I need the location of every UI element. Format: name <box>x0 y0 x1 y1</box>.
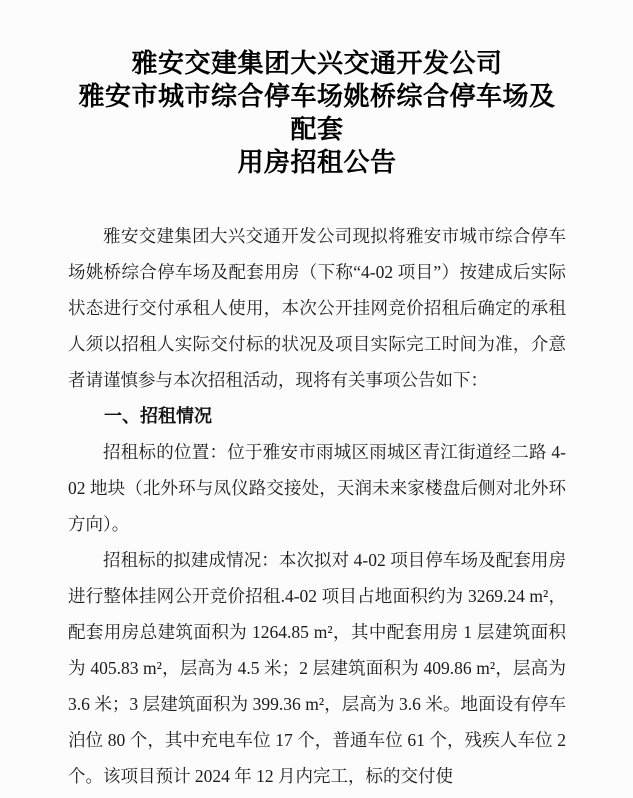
paragraph-intro: 雅安交建集团大兴交通开发公司现拟将雅安市城市综合停车场姚桥综合停车场及配套用房（下称“4-02 项目”）按建成后实际状态进行交付承租人使用，本次公开挂网竞价招租后确定的承租人须以招租人实际交付标的状况及项目实际完工时间为准，介意者请谨慎参与本次招租活动，现将有关事项公告如下： <box>68 226 566 390</box>
paragraph-location: 招租标的位置：位于雅安市雨城区雨城区青江街道经二路 4-02 地块（北外环与凤仪路交接处，天润未来家楼盘后侧对北外环方向）。 <box>68 442 566 534</box>
document-title <box>68 47 566 179</box>
document-body <box>68 218 566 794</box>
paragraph-construction-details: 招租标的拟建成情况：本次拟对 4-02 项目停车场及配套用房进行整体挂网公开竞价招租.4-02 项目占地面积约为 3269.24 m²，配套用房总建筑面积为 1264.85 m²，其中配套用房 1 层建筑面积为 405.83 m²，层高为 4.5 米；2 层建筑面积为 409.86 m²，层高为 3.6 米；3 层建筑面积为 399.36 m²，层高为 3.6 米。地面设有停车泊位 80 个，其中充电车位 17 个，普通车位 61 个，残疾人车位 2 个。该项目预计 2024 年 12 月内完工，标的交付使 <box>68 550 566 786</box>
section-heading-rental-situation: 一、招租情况 <box>104 406 212 426</box>
title-line-2: 雅安市城市综合停车场姚桥综合停车场及配套 <box>78 82 556 144</box>
title-line-1: 雅安交建集团大兴交通开发公司 <box>131 49 503 78</box>
title-line-3: 用房招租公告 <box>237 148 397 177</box>
